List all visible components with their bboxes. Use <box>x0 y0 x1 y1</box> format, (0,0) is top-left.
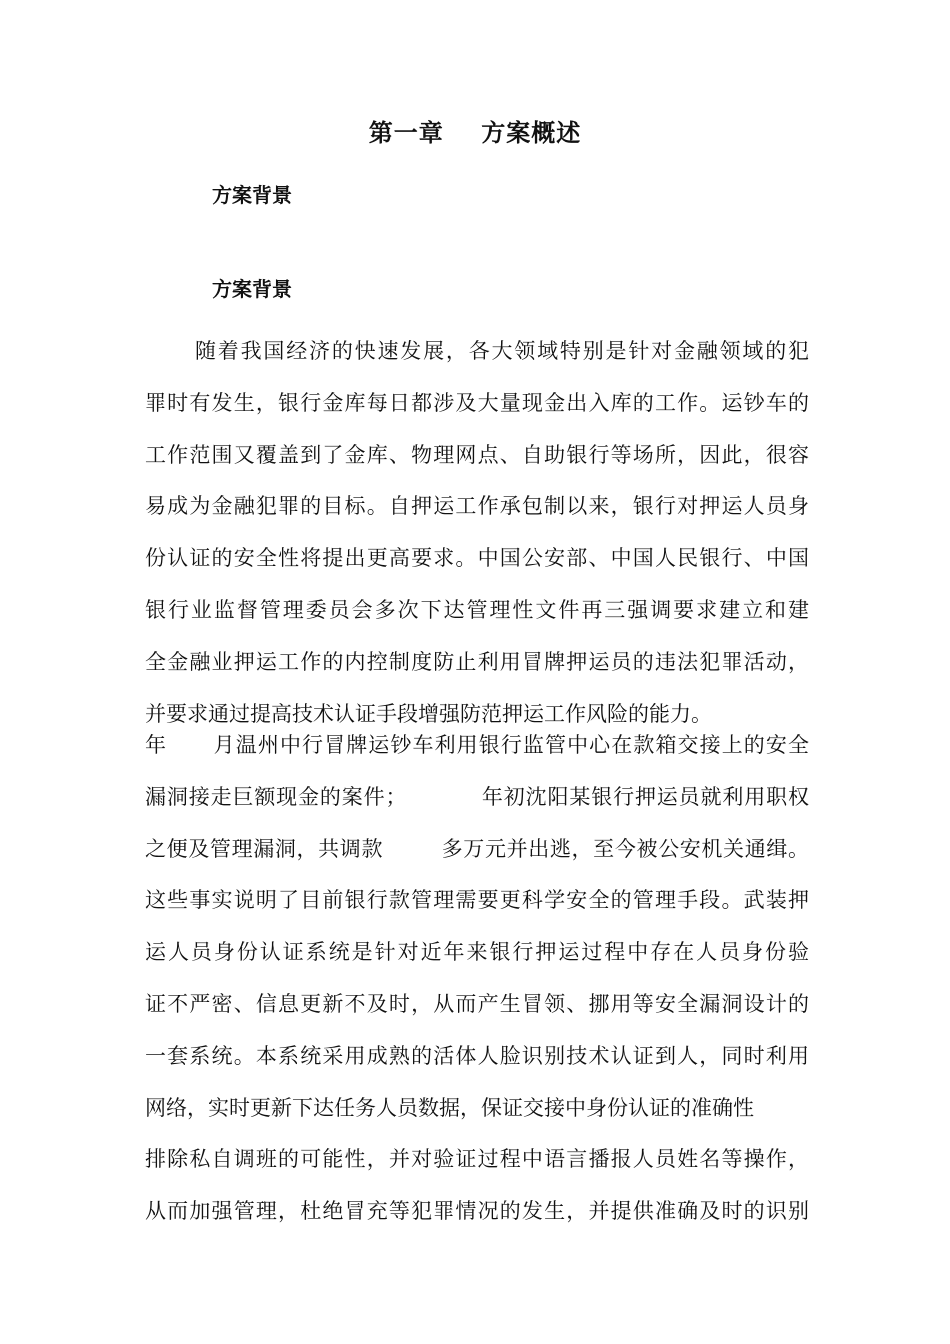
body-paragraph-2 <box>145 720 809 1238</box>
paragraph-line: 网络，实时更新下达任务人员数据，保证交接中身份认证的准确性 <box>145 1095 754 1120</box>
paragraph-line: 工作范围又覆盖到了金库、物理网点、自助银行等场所，因此，很容 <box>145 442 809 467</box>
paragraph-line: 易成为金融犯罪的目标。自押运工作承包制以来，银行对押运人员身 <box>145 494 809 519</box>
paragraph-line: 全金融业押运工作的内控制度防止利用冒牌押运员的违法犯罪活动， <box>145 649 809 674</box>
paragraph-line: 并要求通过提高技术认证手段增强防范押运工作风险的能力。 <box>145 701 712 726</box>
paragraph-line: 份认证的安全性将提出更高要求。中国公安部、中国人民银行、中国 <box>145 546 809 571</box>
paragraph-line: 漏洞接走巨额现金的案件； 年初沈阳某银行押运员就利用职权 <box>145 784 809 809</box>
paragraph-line: 年 月温州中行冒牌运钞车利用银行监管中心在款箱交接上的安全 <box>145 733 809 757</box>
chapter-title: 第一章 方案概述 <box>368 119 582 147</box>
body-paragraph-1 <box>145 326 809 740</box>
paragraph-line: 随着我国经济的快速发展，各大领域特别是针对金融领域的犯 <box>195 339 809 363</box>
paragraph-line: 运人员身份认证系统是针对近年来银行押运过程中存在人员身份验 <box>145 940 809 965</box>
paragraph-line: 这些事实说明了目前银行款管理需要更科学安全的管理手段。武装押 <box>145 888 809 913</box>
paragraph-line: 一套系统。本系统采用成熟的活体人脸识别技术认证到人，同时利用 <box>145 1043 809 1068</box>
paragraph-line: 排除私自调班的可能性，并对验证过程中语言播报人员姓名等操作， <box>145 1147 809 1172</box>
paragraph-line: 证不严密、信息更新不及时，从而产生冒领、挪用等安全漏洞设计的 <box>145 991 809 1016</box>
subsection-heading-background: 方案背景 <box>212 277 292 301</box>
paragraph-line: 罪时有发生，银行金库每日都涉及大量现金出入库的工作。运钞车的 <box>145 390 809 415</box>
paragraph-line: 从而加强管理，杜绝冒充等犯罪情况的发生，并提供准确及时的识别 <box>145 1199 809 1224</box>
section-heading-background: 方案背景 <box>212 183 292 207</box>
paragraph-line: 银行业监督管理委员会多次下达管理性文件再三强调要求建立和建 <box>145 597 809 622</box>
paragraph-line: 之便及管理漏洞，共调款 多万元并出逃，至今被公安机关通缉。 <box>145 836 809 861</box>
